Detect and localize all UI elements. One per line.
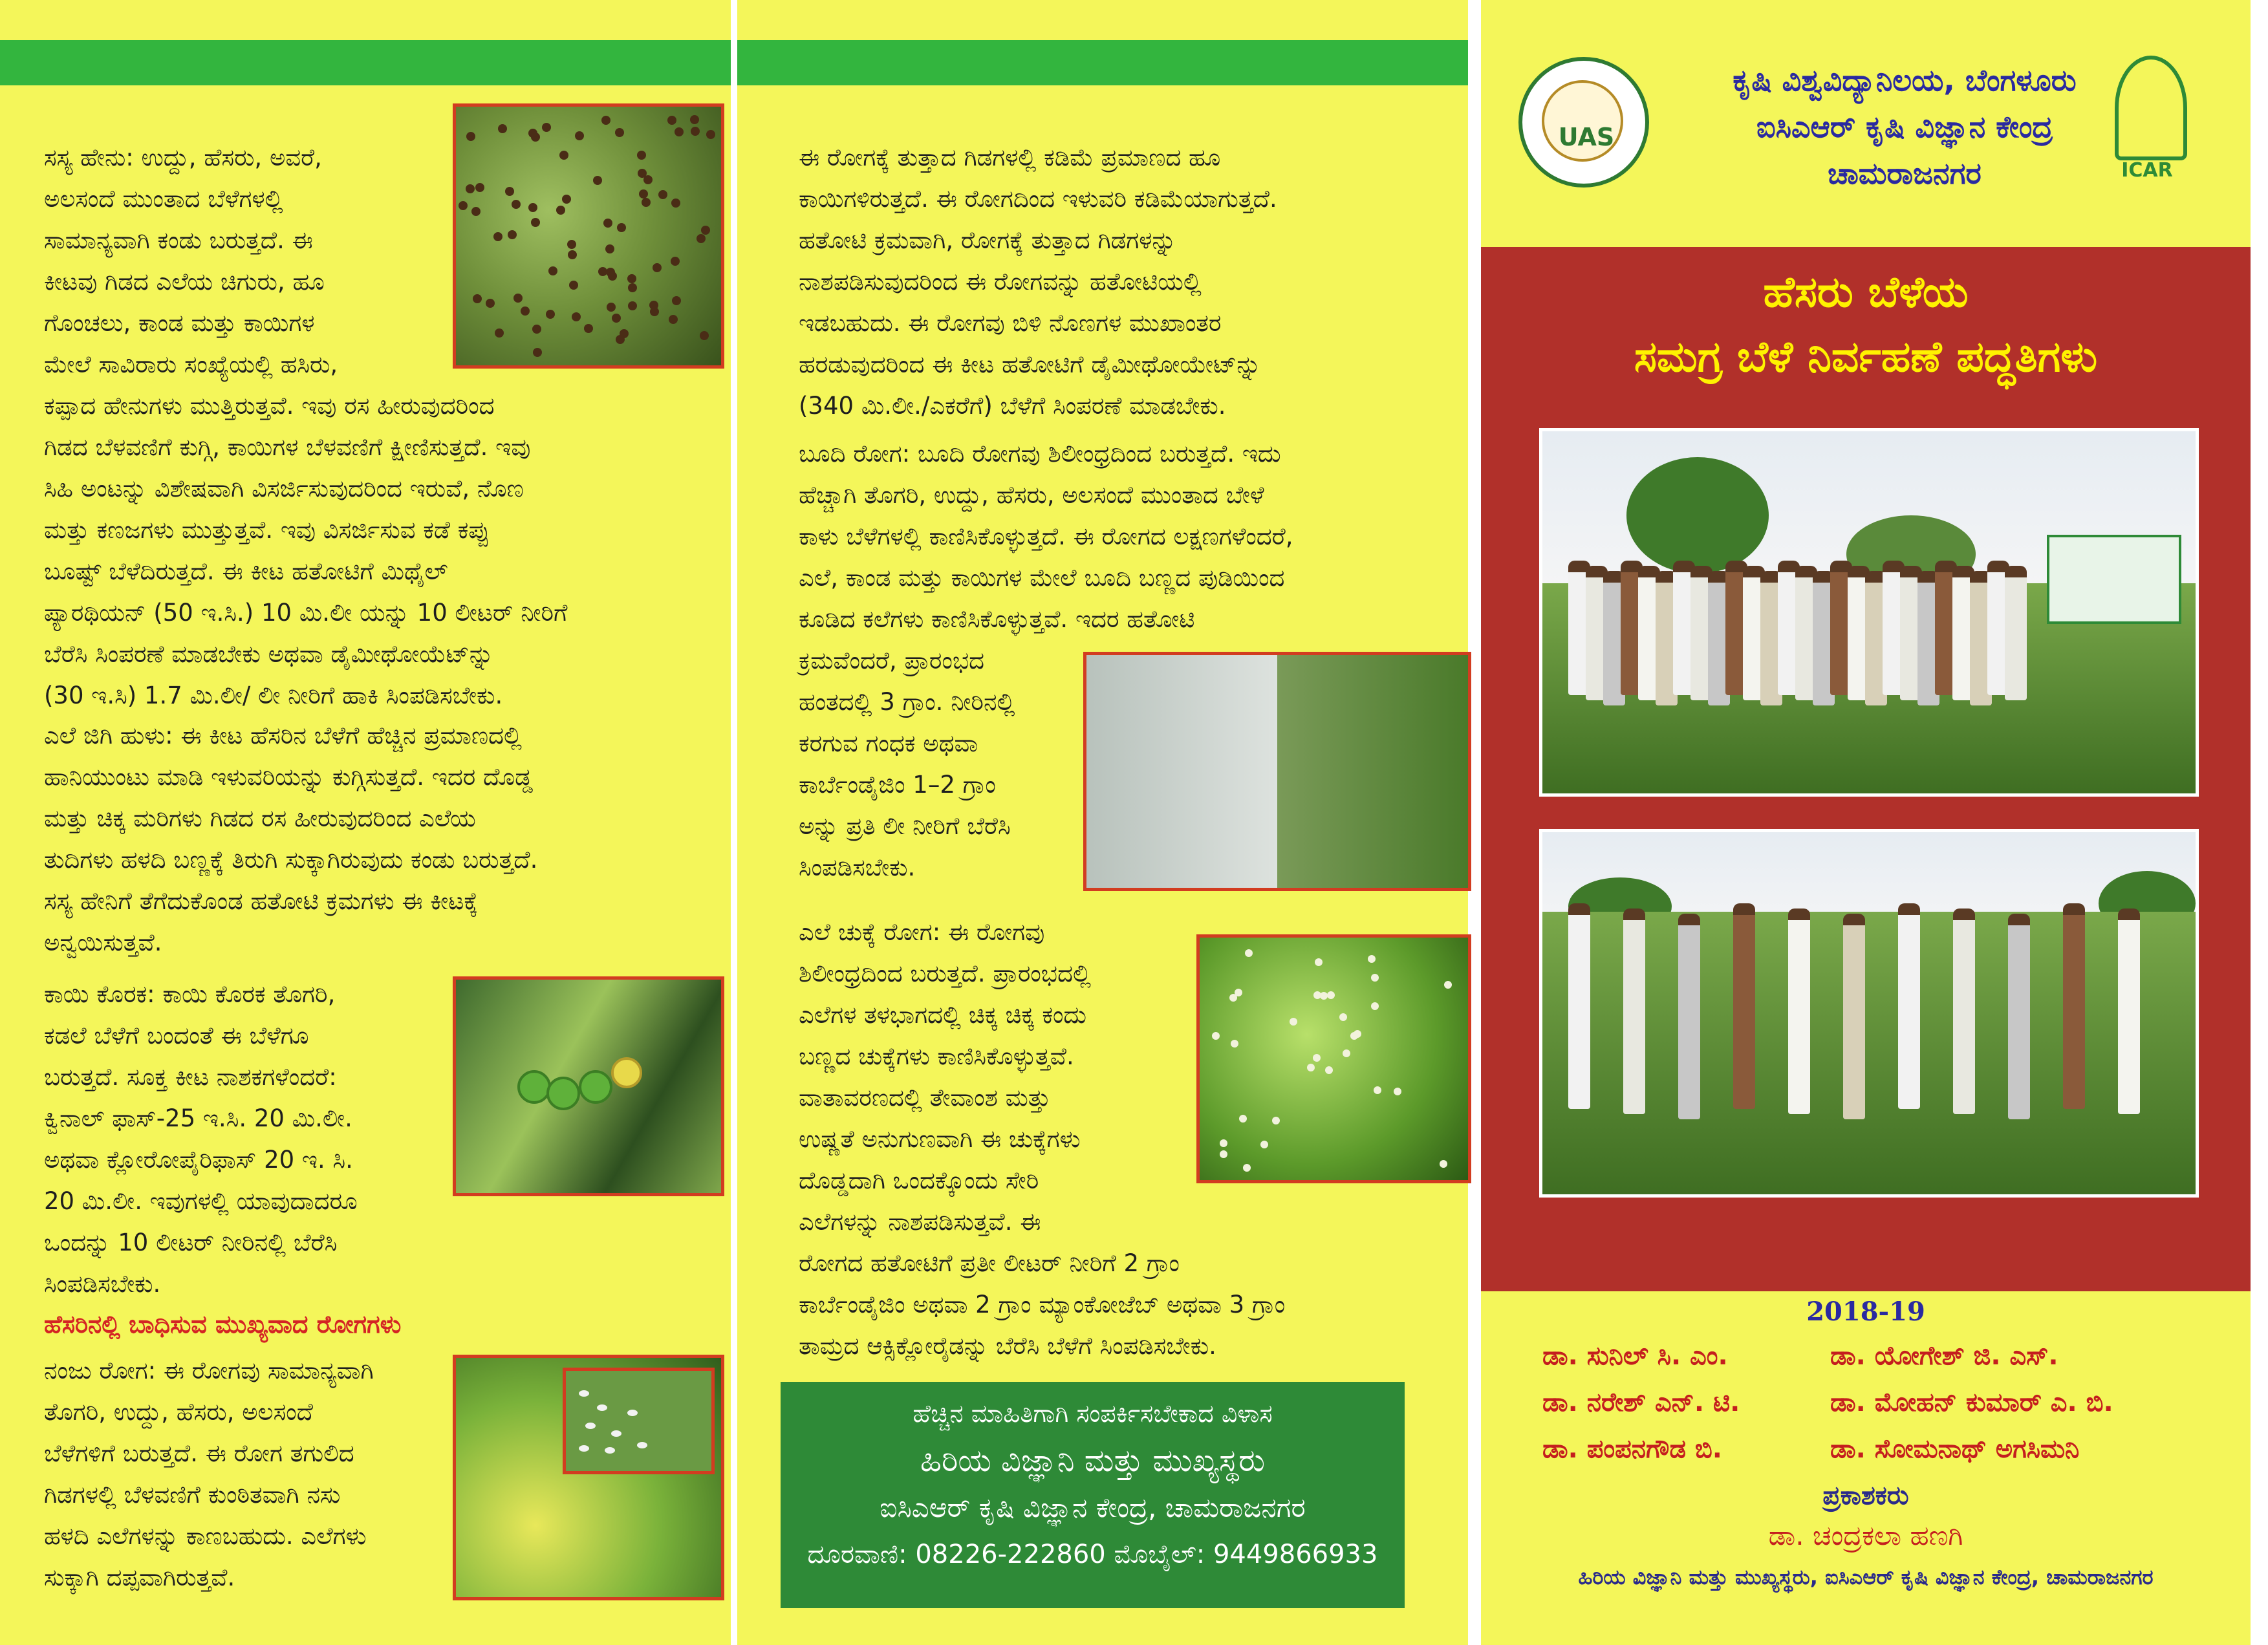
text-line: ಉಷ್ಣತೆ ಅನುಗುಣವಾಗಿ ಈ ಚುಕ್ಕೆಗಳು <box>799 1125 1081 1153</box>
contact-designation: ಹಿರಿಯ ವಿಜ್ಞಾನಿ ಮತ್ತು ಮುಖ್ಯಸ್ಥರು <box>920 1443 1265 1479</box>
university-seal-logo: UAS <box>1518 57 1649 188</box>
text-line: ಸಿಂಪಡಿಸಬೇಕು. <box>44 1270 161 1298</box>
aphid-paragraph-bottom <box>44 385 687 716</box>
author-2: ಡಾ. ನರೇಶ್ ಎನ್. ಟಿ. <box>1542 1388 1740 1417</box>
kvk-name: ಐಸಿಎಆರ್ ಕೃಷಿ ವಿಜ್ಞಾನ ಕೇಂದ್ರ <box>1756 109 2053 144</box>
leaf-spot-paragraph <box>799 912 1193 1243</box>
diseases-section-heading: ಹೆಸರಿನಲ್ಲಿ ಬಾಧಿಸುವ ಮುಖ್ಯವಾದ ರೋಗಗಳು <box>44 1310 402 1339</box>
field-inspection-photo <box>1539 829 2199 1198</box>
powdery-mildew-paragraph <box>799 433 1403 640</box>
wheat-emblem-icon <box>2115 56 2187 160</box>
text-line: ಕ್ರಮವೆಂದರೆ, ಪ್ರಾರಂಭದ <box>799 647 985 674</box>
text-line: ಕರಗುವ ಗಂಧಕ ಅಥವಾ <box>799 729 978 757</box>
author-1: ಡಾ. ಸುನಿಲ್ ಸಿ. ಎಂ. <box>1542 1341 1728 1371</box>
text-line: ಬೆರೆಸಿ ಸಿಂಪರಣೆ ಮಾಡಬೇಕು ಅಥವಾ ಡೈಮೀಥೋಯೆಟ್‌ನ್ನು <box>44 640 494 668</box>
leaf-spot-photo <box>1196 934 1471 1183</box>
text-line: ಒಂದನ್ನು 10 ಲೀಟರ್ ನೀರಿನಲ್ಲಿ ಬೆರೆಸಿ <box>44 1229 338 1256</box>
district-name: ಚಾಮರಾಜನಗರ <box>1828 156 1982 191</box>
author-3: ಡಾ. ಪಂಪನಗೌಡ ಬಿ. <box>1542 1434 1722 1464</box>
text-line: ಬೆಳೆಗಳಿಗೆ ಬರುತ್ತದೆ. ಈ ರೋಗ ತಗುಲಿದ <box>44 1439 354 1467</box>
contact-info-box <box>781 1382 1405 1608</box>
text-line: ಕಾಯಿ ಕೊರಕ: ಕಾಯಿ ಕೊರಕ ತೊಗರಿ, <box>44 980 336 1008</box>
text-line: ಅಥವಾ ಕ್ಲೋರೋಪೈರಿಫಾಸ್ 20 ಇ. ಸಿ. <box>44 1146 353 1174</box>
pod-borer-paragraph <box>44 974 445 1305</box>
text-line: ಬರುತ್ತದೆ. ಸೂಕ್ತ ಕೀಟ ನಾಶಕಗಳೆಂದರೆ: <box>44 1063 337 1091</box>
contact-intro: ಹೆಚ್ಚಿನ ಮಾಹಿತಿಗಾಗಿ ಸಂಪರ್ಕಿಸಬೇಕಾದ ವಿಳಾಸ <box>913 1399 1273 1428</box>
text-line: ಮತ್ತು ಚಿಕ್ಕ ಮರಿಗಳು ಗಿಡದ ರಸ ಹೀರುವುದರಿಂದ ಎಲೆಯ <box>44 804 476 832</box>
text-line: ಹೆಚ್ಚಾಗಿ ತೊಗರಿ, ಉದ್ದು, ಹೆಸರು, ಅಲಸಂದೆ ಮುಂತಾದ ಬೇಳೆ <box>799 481 1264 509</box>
author-6: ಡಾ. ಸೋಮನಾಥ್ ಅಗಸಿಮನಿ <box>1830 1434 2080 1464</box>
text-line: ಗಿಡದ ಬೆಳವಣಿಗೆ ಕುಗ್ಗಿ, ಕಾಯಿಗಳ ಬೆಳವಣಿಗೆ ಕ್ಷೀಣಿಸುತ್ತದೆ. ಇವು <box>44 433 531 461</box>
text-line: ಪ್ಯಾರಥಿಯನ್ (50 ಇ.ಸಿ.) 10 ಮಿ.ಲೀ ಯನ್ನು 10 ಲೀಟರ್ ನೀರಿಗೆ <box>44 599 568 627</box>
text-line: ಬೂಷ್ಟ್ ಬೆಳೆದಿರುತ್ತದೆ. ಈ ಕೀಟ ಹತೋಟಿಗೆ ಮಿಥೈಲ್ <box>44 557 448 585</box>
field-banner <box>2047 535 2181 624</box>
university-name: ಕೃಷಿ ವಿಶ್ವವಿದ್ಯಾನಿಲಯ, ಬೆಂಗಳೂರು <box>1733 63 2077 98</box>
text-line: ಹಾನಿಯುಂಟು ಮಾಡಿ ಇಳುವರಿಯನ್ನು ಕುಗ್ಗಿಸುತ್ತದೆ. ಇದರ ದೊಡ್ಡ <box>44 763 533 791</box>
text-line: ಈ ರೋಗಕ್ಕೆ ತುತ್ತಾದ ಗಿಡಗಳಲ್ಲಿ ಕಡಿಮೆ ಪ್ರಮಾಣದ ಹೂ <box>799 144 1221 171</box>
yellow-mosaic-leaves-photo <box>453 1355 724 1600</box>
text-line: ಬಣ್ಣದ ಚುಕ್ಕೆಗಳು ಕಾಣಿಸಿಕೊಳ್ಳುತ್ತವೆ. <box>799 1042 1074 1070</box>
red-title-band <box>1481 247 2251 1291</box>
pod-borer-photo <box>453 976 724 1196</box>
green-top-band <box>737 40 1468 85</box>
text-line: ಗಿಡಗಳಲ್ಲಿ ಬೆಳವಣಿಗೆ ಕುಂಠಿತವಾಗಿ ನಸು <box>44 1481 341 1509</box>
powdery-mildew-control <box>799 640 1083 888</box>
author-5: ಡಾ. ಮೋಹನ್ ಕುಮಾರ್ ಎ. ಬಿ. <box>1830 1388 2113 1417</box>
text-line: ಹಳದಿ ಎಲೆಗಳನ್ನು ಕಾಣಬಹುದು. ಎಲೆಗಳು <box>44 1522 367 1550</box>
text-line: ವಾತಾವರಣದಲ್ಲಿ ತೇವಾಂಶ ಮತ್ತು <box>799 1084 1051 1112</box>
text-line: ಸಾಮಾನ್ಯವಾಗಿ ಕಂಡು ಬರುತ್ತದೆ. ಈ <box>44 226 313 254</box>
text-line: ಕೂಡಿದ ಕಲೆಗಳು ಕಾಣಿಸಿಕೊಳ್ಳುತ್ತವೆ. ಇದರ ಹತೋಟಿ <box>799 605 1195 633</box>
text-line: ಎಲೆಗಳ ತಳಭಾಗದಲ್ಲಿ ಚಿಕ್ಕ ಚಿಕ್ಕ ಕಂದು <box>799 1001 1087 1029</box>
text-line: ನಂಜು ರೋಗ: ಈ ರೋಗವು ಸಾಮಾನ್ಯವಾಗಿ <box>44 1357 374 1384</box>
whitefly-closeup-inset <box>563 1368 715 1474</box>
text-line: ಕಡಲೆ ಬೆಳೆಗೆ ಬಂದಂತೆ ಈ ಬೆಳೆಗೂ <box>44 1022 309 1049</box>
text-line: 20 ಮಿ.ಲೀ. ಇವುಗಳಲ್ಲಿ ಯಾವುದಾದರೂ <box>44 1187 358 1215</box>
text-line: ಕಾರ್ಬೆಂಡೈಜಿಂ 1–2 ಗ್ರಾಂ <box>799 771 996 799</box>
text-line: ಎಲೆ ಜಿಗಿ ಹುಳು: ಈ ಕೀಟ ಹೆಸರಿನ ಬೆಳೆಗೆ ಹೆಚ್ಚಿನ ಪ್ರಮಾಣದಲ್ಲಿ <box>44 722 522 749</box>
text-line: ದೊಡ್ಡದಾಗಿ ಒಂದಕ್ಕೊಂದು ಸೇರಿ <box>799 1167 1039 1194</box>
text-line: ನಾಶಪಡಿಸುವುದರಿಂದ ಈ ರೋಗವನ್ನು ಹತೋಟಿಯಲ್ಲಿ <box>799 268 1202 296</box>
text-line: ಸಿಂಪಡಿಸಬೇಕು. <box>799 854 916 881</box>
publisher-role: ಹಿರಿಯ ವಿಜ್ಞಾನಿ ಮತ್ತು ಮುಖ್ಯಸ್ಥರು, ಐಸಿಎಆರ್ ಕೃಷಿ ವಿಜ್ಞಾನ ಕೇಂದ್ರ, ಚಾಮರಾಜನಗರ <box>1578 1565 2154 1589</box>
text-line: ಬೂದಿ ರೋಗ: ಬೂದಿ ರೋಗವು ಶಿಲೀಂಧ್ರದಿಂದ ಬರುತ್ತದೆ. ಇದು <box>799 440 1281 468</box>
publisher-label: ಪ್ರಕಾಶಕರು <box>1822 1481 1909 1511</box>
text-line: ತಾಮ್ರದ ಆಕ್ಸಿಕ್ಲೋರೈಡನ್ನು ಬೆರೆಸಿ ಬೆಳೆಗೆ ಸಿಂಪಡಿಸಬೇಕು. <box>799 1332 1216 1360</box>
icar-logo: ICAR <box>2095 56 2199 191</box>
text-line: (30 ಇ.ಸಿ) 1.7 ಮಿ.ಲೀ/ ಲೀ ನೀರಿಗೆ ಹಾಕಿ ಸಿಂಪಡಿಸಬೇಕು. <box>44 682 503 709</box>
text-line: ತೊಗರಿ, ಉದ್ದು, ಹೆಸರು, ಅಲಸಂದೆ <box>44 1398 313 1426</box>
text-line: ಕ್ವಿನಾಲ್ ಫಾಸ್-25 ಇ.ಸಿ. 20 ಮಿ.ಲೀ. <box>44 1104 352 1132</box>
text-line: ಅಲಸಂದೆ ಮುಂತಾದ ಬೆಳೆಗಳಲ್ಲಿ <box>44 185 283 213</box>
contact-phone: ದೂರವಾಣಿ: 08226-222860 ಮೊಬೈಲ್: 9449866933 <box>807 1540 1378 1569</box>
text-line: ಹಂತದಲ್ಲಿ 3 ಗ್ರಾಂ. ನೀರಿನಲ್ಲಿ <box>799 688 1015 716</box>
text-line: ತುದಿಗಳು ಹಳದಿ ಬಣ್ಣಕ್ಕೆ ತಿರುಗಿ ಸುಕ್ಕಾಗಿರುವುದು ಕಂಡು ಬರುತ್ತದೆ. <box>44 846 538 874</box>
cover-title-line2: ಸಮಗ್ರ ಬೆಳೆ ನಿರ್ವಹಣೆ ಪದ್ಧತಿಗಳು <box>1634 332 2098 382</box>
text-line: ಸಸ್ಯ ಹೇನು: ಉದ್ದು, ಹೆಸರು, ಅವರೆ, <box>44 144 322 171</box>
text-line: ಇಡಬಹುದು. ಈ ರೋಗವು ಬಿಳಿ ನೊಣಗಳ ಮುಖಾಂತರ <box>799 309 1222 337</box>
green-top-band <box>0 40 731 85</box>
text-line: ಎಲೆ ಚುಕ್ಕೆ ರೋಗ: ಈ ರೋಗವು <box>799 918 1045 946</box>
text-line: ಎಲೆ, ಕಾಂಡ ಮತ್ತು ಕಾಯಿಗಳ ಮೇಲೆ ಬೂದಿ ಬಣ್ಣದ ಪುಡಿಯಿಂದ <box>799 564 1285 592</box>
text-line: ಕಾಯಿಗಳಿರುತ್ತದೆ. ಈ ರೋಗದಿಂದ ಇಳುವರಿ ಕಡಿಮೆಯಾಗುತ್ತದೆ. <box>799 185 1277 213</box>
text-line: ಕಾಳು ಬೆಳೆಗಳಲ್ಲಿ ಕಾಣಿಸಿಕೊಳ್ಳುತ್ತದೆ. ಈ ರೋಗದ ಲಕ್ಷಣಗಳೆಂದರೆ, <box>799 522 1293 550</box>
text-line: ಕಾರ್ಬೆಂಡೈಜಿಂ ಅಥವಾ 2 ಗ್ರಾಂ ಮ್ಯಾಂಕೋಜೆಬ್ ಅಥವಾ 3 ಗ್ರಾಂ <box>799 1291 1286 1318</box>
text-line: ಸಿಹಿ ಅಂಟನ್ನು ವಿಶೇಷವಾಗಿ ವಿಸರ್ಜಿಸುವುದರಿಂದ ಇರುವೆ, ನೊಣ <box>44 475 524 502</box>
mosaic-control-paragraph <box>799 137 1403 427</box>
text-line: ಅನ್ನು ಪ್ರತಿ ಲೀ ನೀರಿಗೆ ಬೆರೆಸಿ <box>799 812 1011 840</box>
publisher-name: ಡಾ. ಚಂದ್ರಕಲಾ ಹಣಗಿ <box>1768 1520 1963 1551</box>
text-line: ಸಸ್ಯ ಹೇನಿಗೆ ತೆಗೆದುಕೊಂಡ ಹತೋಟಿ ಕ್ರಮಗಳು ಈ ಕೀಟಕ್ಕೆ <box>44 887 479 915</box>
text-line: ಶಿಲೀಂಧ್ರದಿಂದ ಬರುತ್ತದೆ. ಪ್ರಾರಂಭದಲ್ಲಿ <box>799 960 1091 987</box>
contact-organization: ಐಸಿಎಆರ್ ಕೃಷಿ ವಿಜ್ಞಾನ ಕೇಂದ್ರ, ಚಾಮರಾಜನಗರ <box>880 1492 1306 1523</box>
text-line: ಹತೋಟಿ ಕ್ರಮವಾಗಿ, ರೋಗಕ್ಕೆ ತುತ್ತಾದ ಗಿಡಗಳನ್ನು <box>799 226 1176 254</box>
text-line: ಮೇಲೆ ಸಾವಿರಾರು ಸಂಖ್ಯೆಯಲ್ಲಿ ಹಸಿರು, <box>44 350 338 378</box>
yellow-mosaic-paragraph <box>44 1350 445 1598</box>
text-line: (340 ಮಿ.ಲೀ./ಎಕರೆಗೆ) ಬೆಳೆಗೆ ಸಿಂಪರಣೆ ಮಾಡಬೇಕು. <box>799 392 1226 420</box>
cover-title-line1: ಹೆಸರು ಬೆಳೆಯ <box>1763 267 1969 317</box>
text-line: ಕಪ್ಪಾದ ಹೇನುಗಳು ಮುತ್ತಿರುತ್ತವೆ. ಇವು ರಸ ಹೀರುವುದರಿಂದ <box>44 392 495 420</box>
leaf-spot-control <box>799 1243 1403 1367</box>
leafhopper-paragraph <box>44 715 687 963</box>
aphid-paragraph-top <box>44 137 446 385</box>
text-line: ಅನ್ವಯಿಸುತ್ತವೆ. <box>44 929 162 956</box>
text-line: ರೋಗದ ಹತೋಟಿಗೆ ಪ್ರತೀ ಲೀಟರ್ ನೀರಿಗೆ 2 ಗ್ರಾಂ <box>799 1249 1180 1277</box>
group-photo-field-visit <box>1539 428 2199 797</box>
text-line: ಹರಡುವುದರಿಂದ ಈ ಕೀಟ ಹತೋಟಿಗೆ ಡೈಮೀಥೋಯೇಟ್‌ನ್ನು <box>799 350 1261 378</box>
publication-year: 2018-19 <box>1806 1296 1925 1327</box>
powdery-mildew-photo <box>1083 652 1471 891</box>
author-4: ಡಾ. ಯೋಗೇಶ್ ಜಿ. ಎಸ್. <box>1830 1341 2058 1371</box>
text-line: ಮತ್ತು ಕಣಜಗಳು ಮುತ್ತುತ್ತವೆ. ಇವು ವಿಸರ್ಜಿಸುವ ಕಡೆ ಕಪ್ಪು <box>44 516 490 544</box>
text-line: ಎಲೆಗಳನ್ನು ನಾಶಪಡಿಸುತ್ತವೆ. ಈ <box>799 1208 1041 1236</box>
text-line: ಕೀಟವು ಗಿಡದ ಎಲೆಯ ಚಿಗುರು, ಹೂ <box>44 268 325 296</box>
text-line: ಸುಕ್ಕಾಗಿ ದಪ್ಪವಾಗಿರುತ್ತವೆ. <box>44 1564 235 1591</box>
text-line: ಗೊಂಚಲು, ಕಾಂಡ ಮತ್ತು ಕಾಯಿಗಳ <box>44 309 315 337</box>
aphid-infested-leaf-photo <box>453 103 724 369</box>
